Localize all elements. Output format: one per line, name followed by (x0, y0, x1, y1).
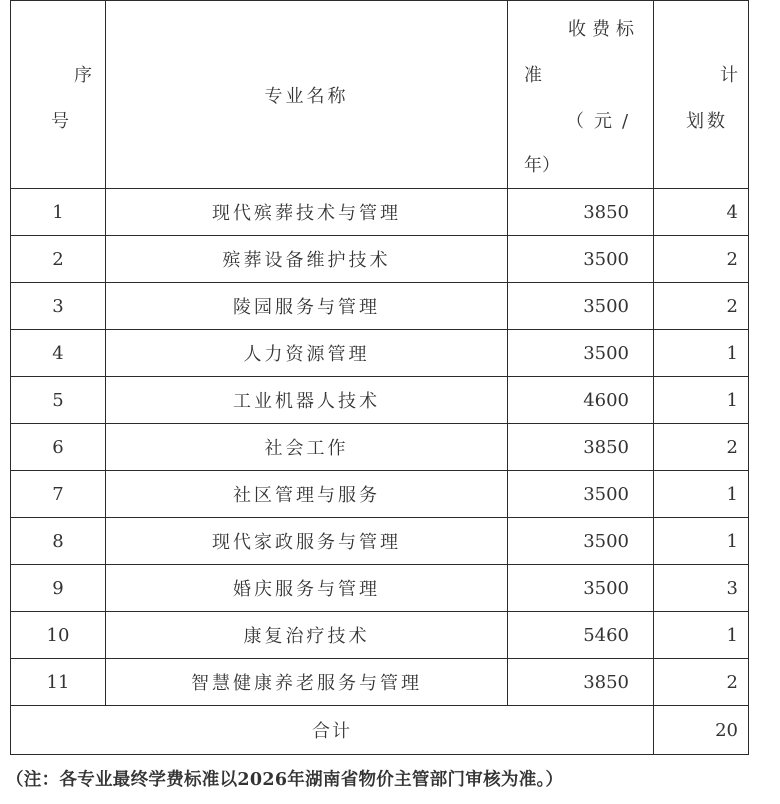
header-index-line1: 序 (74, 65, 92, 86)
row-fee: 3850 (508, 659, 654, 706)
row-fee: 3850 (508, 189, 654, 236)
row-fee: 3500 (508, 565, 654, 612)
table-row (11, 471, 749, 518)
row-plan: 1 (654, 518, 749, 565)
row-major-name: 工业机器人技术 (106, 377, 508, 424)
header-fee-line1: 收费标 (568, 19, 640, 40)
row-major-name: 殡葬设备维护技术 (106, 236, 508, 283)
row-fee: 3500 (508, 330, 654, 377)
row-plan: 2 (654, 659, 749, 706)
header-plan-line1: 计 (720, 65, 738, 86)
table-row (11, 189, 749, 236)
row-index: 7 (11, 471, 106, 518)
row-plan: 1 (654, 612, 749, 659)
row-major-name: 智慧健康养老服务与管理 (106, 659, 508, 706)
row-fee: 3500 (508, 283, 654, 330)
row-index: 8 (11, 518, 106, 565)
row-major-name: 人力资源管理 (106, 330, 508, 377)
row-index: 3 (11, 283, 106, 330)
header-fee-line2: 准 (524, 65, 542, 86)
row-plan: 2 (654, 236, 749, 283)
row-major-name: 陵园服务与管理 (106, 283, 508, 330)
table-row (11, 612, 749, 659)
row-major-name: 现代家政服务与管理 (106, 518, 508, 565)
row-fee: 5460 (508, 612, 654, 659)
row-index: 6 (11, 424, 106, 471)
row-major-name: 社会工作 (106, 424, 508, 471)
row-plan: 1 (654, 471, 749, 518)
header-plan (654, 1, 749, 189)
row-index: 2 (11, 236, 106, 283)
row-plan: 2 (654, 424, 749, 471)
row-fee: 3500 (508, 471, 654, 518)
row-major-name: 康复治疗技术 (106, 612, 508, 659)
table-row (11, 424, 749, 471)
header-major-name: 专业名称 (106, 1, 508, 189)
table-row (11, 330, 749, 377)
row-major-name: 婚庆服务与管理 (106, 565, 508, 612)
header-fee-line3: （元/ (566, 111, 639, 132)
total-plan: 20 (654, 706, 749, 755)
header-index (11, 1, 106, 189)
total-row (11, 706, 749, 755)
row-plan: 4 (654, 189, 749, 236)
row-plan: 3 (654, 565, 749, 612)
header-index-line2: 号 (51, 111, 69, 132)
table-header-row (11, 1, 749, 189)
row-fee: 3850 (508, 424, 654, 471)
table-row (11, 565, 749, 612)
row-fee: 3500 (508, 236, 654, 283)
fee-table (10, 0, 749, 755)
table-row (11, 659, 749, 706)
total-label: 合计 (11, 706, 654, 755)
table-row (11, 377, 749, 424)
row-index: 1 (11, 189, 106, 236)
table-row (11, 236, 749, 283)
row-index: 5 (11, 377, 106, 424)
header-fee (508, 1, 654, 189)
row-fee: 4600 (508, 377, 654, 424)
table-row (11, 518, 749, 565)
row-index: 4 (11, 330, 106, 377)
row-index: 11 (11, 659, 106, 706)
row-index: 9 (11, 565, 106, 612)
row-fee: 3500 (508, 518, 654, 565)
row-index: 10 (11, 612, 106, 659)
row-plan: 1 (654, 330, 749, 377)
row-major-name: 现代殡葬技术与管理 (106, 189, 508, 236)
header-plan-line2: 划数 (686, 111, 728, 132)
row-plan: 1 (654, 377, 749, 424)
table-row (11, 283, 749, 330)
row-major-name: 社区管理与服务 (106, 471, 508, 518)
header-fee-line4: 年） (524, 155, 560, 176)
footnote: （注：各专业最终学费标准以2026年湖南省物价主管部门审核为准。） (6, 770, 564, 790)
row-plan: 2 (654, 283, 749, 330)
